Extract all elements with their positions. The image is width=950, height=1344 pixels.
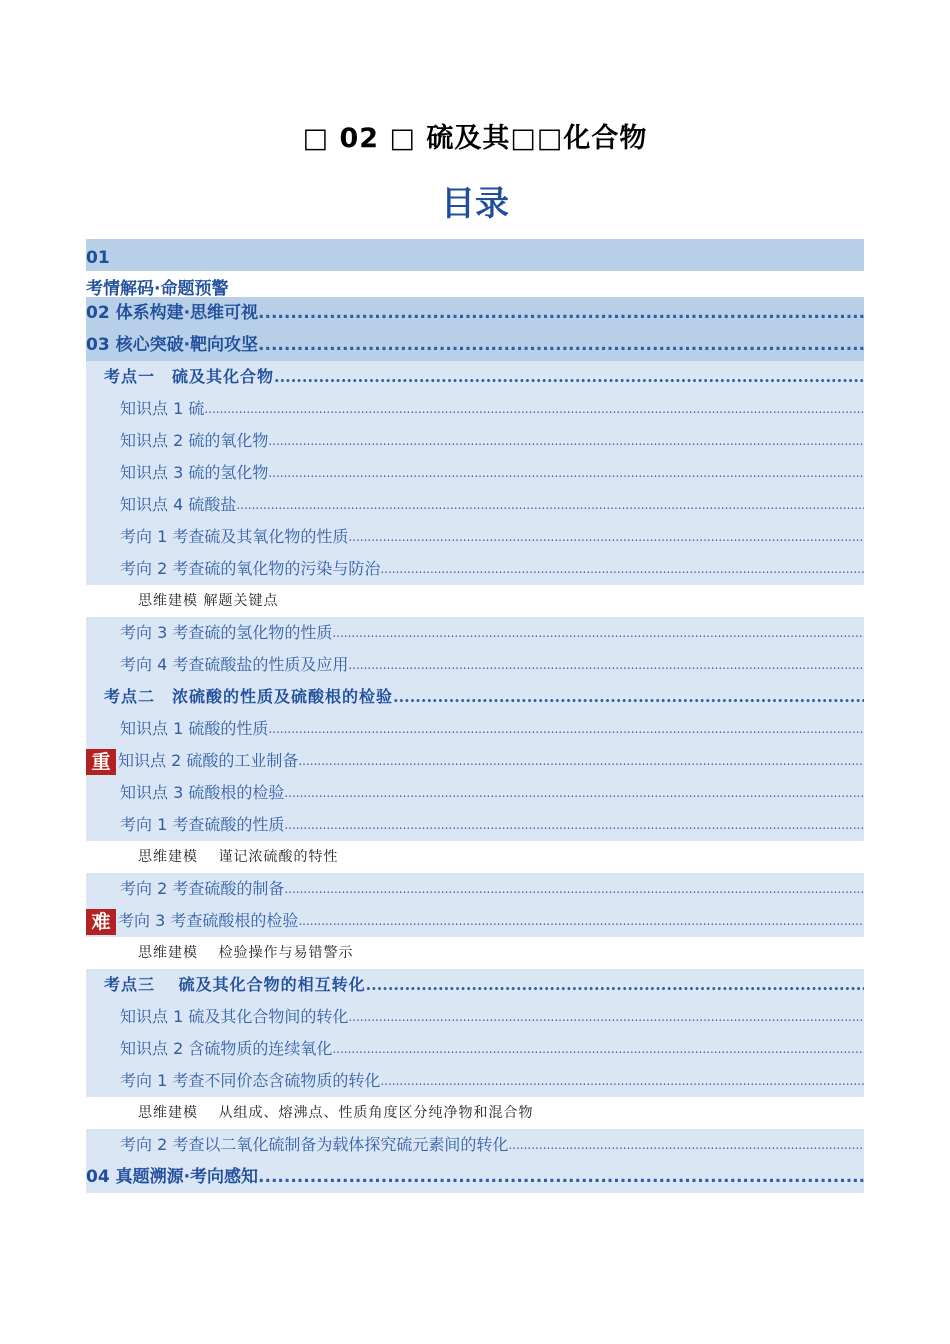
toc-entry-label: 考向 1 考查硫酸的性质: [120, 815, 285, 834]
dot-leader: [258, 297, 864, 329]
toc-entry[interactable]: [86, 393, 864, 425]
dot-leader: [380, 553, 864, 585]
toc-entry-label: 考点三 硫及其化合物的相互转化: [104, 975, 366, 994]
toc-section-01-number: 01: [86, 248, 110, 268]
dot-leader: [348, 1001, 864, 1033]
toc-entry-label: 知识点 1 硫及其化合物间的转化: [120, 1007, 349, 1026]
table-of-contents: [86, 239, 864, 1193]
toc-entry[interactable]: [86, 777, 864, 809]
toc-entry[interactable]: [86, 809, 864, 841]
toc-entry-label: 04 真题溯源·考向感知: [86, 1167, 259, 1187]
toc-entry-label: 考向 1 考查硫及其氧化物的性质: [120, 527, 349, 546]
toc-entry-label: 考向 3 考查硫的氢化物的性质: [120, 623, 333, 642]
toc-entry[interactable]: [86, 1001, 864, 1033]
dot-leader: [298, 905, 864, 937]
dot-leader: [268, 457, 864, 489]
dot-leader: [298, 745, 864, 777]
thinking-model-label: 思维建模 检验操作与易错警示: [138, 945, 354, 961]
toc-entry-label: 知识点 1 硫酸的性质: [120, 719, 269, 738]
toc-entry-label: 03 核心突破·靶向攻坚: [86, 335, 259, 355]
dot-leader: [274, 361, 864, 393]
toc-entry-label: 考向 2 考查硫的氧化物的污染与防治: [120, 559, 381, 578]
document-title: □ 02 □ 硫及其□□化合物: [302, 123, 648, 154]
toc-entry-label: 知识点 3 硫酸根的检验: [120, 783, 285, 802]
toc-entry[interactable]: [86, 521, 864, 553]
dot-leader: [366, 969, 864, 1001]
dot-leader: [268, 713, 864, 745]
toc-kaodian-3[interactable]: [86, 969, 864, 1001]
toc-heading: 目录: [441, 184, 509, 224]
dot-leader: [393, 681, 864, 713]
toc-thinking-model: [86, 937, 864, 969]
toc-entry-label: 知识点 2 硫的氧化物: [120, 431, 269, 450]
dot-leader: [332, 617, 864, 649]
toc-entry[interactable]: [86, 905, 864, 937]
thinking-model-label: 思维建模 谨记浓硫酸的特性: [138, 849, 339, 865]
toc-section-04[interactable]: [86, 1161, 864, 1193]
toc-entry-label: 考点一 硫及其化合物: [104, 367, 275, 386]
dot-leader: [258, 1161, 864, 1193]
toc-entry[interactable]: [86, 1065, 864, 1097]
toc-entry-label: 考向 2 考查以二氧化硫制备为载体探究硫元素间的转化: [120, 1135, 509, 1154]
toc-entry-label: 考向 4 考查硫酸盐的性质及应用: [120, 655, 349, 674]
toc-thinking-model: [86, 1097, 864, 1129]
toc-entry-label: 知识点 2 含硫物质的连续氧化: [120, 1039, 333, 1058]
difficult-point-badge: 难: [86, 909, 116, 935]
toc-entry[interactable]: [86, 649, 864, 681]
dot-leader: [348, 649, 864, 681]
toc-entry-label: 知识点 3 硫的氢化物: [120, 463, 269, 482]
toc-section-01[interactable]: [86, 239, 864, 297]
dot-leader: [284, 777, 864, 809]
toc-entry-label: 考向 2 考查硫酸的制备: [120, 879, 285, 898]
toc-entry[interactable]: [86, 745, 864, 777]
toc-entry[interactable]: [86, 553, 864, 585]
toc-entry-label: 知识点 2 硫酸的工业制备: [118, 751, 299, 770]
toc-entry-label: 考向 3 考查硫酸根的检验: [118, 911, 299, 930]
toc-thinking-model: [86, 585, 864, 617]
toc-thinking-model: [86, 841, 864, 873]
dot-leader: [284, 873, 864, 905]
dot-leader: [380, 1065, 864, 1097]
key-point-badge: 重: [86, 749, 116, 775]
toc-entry[interactable]: [86, 425, 864, 457]
dot-leader: [236, 489, 864, 521]
toc-section-01-label: 考情解码·命题预警: [86, 274, 864, 297]
dot-leader: [204, 393, 864, 425]
toc-entry[interactable]: [86, 457, 864, 489]
toc-kaodian-2[interactable]: [86, 681, 864, 713]
toc-section-02[interactable]: [86, 297, 864, 329]
toc-entry-label: 知识点 1 硫: [120, 399, 205, 418]
toc-entry[interactable]: [86, 1033, 864, 1065]
toc-kaodian-1[interactable]: [86, 361, 864, 393]
toc-section-03[interactable]: [86, 329, 864, 361]
dot-leader: [508, 1129, 864, 1161]
thinking-model-label: 思维建模 解题关键点: [138, 593, 279, 609]
dot-leader: [348, 521, 864, 553]
toc-entry[interactable]: [86, 617, 864, 649]
dot-leader: [258, 329, 864, 361]
toc-entry[interactable]: [86, 489, 864, 521]
toc-entry[interactable]: [86, 873, 864, 905]
dot-leader: [332, 1033, 864, 1065]
dot-leader: [268, 425, 864, 457]
toc-entry-label: 考点二 浓硫酸的性质及硫酸根的检验: [104, 687, 394, 706]
toc-entry-label: 02 体系构建·思维可视: [86, 303, 259, 323]
thinking-model-label: 思维建模 从组成、熔沸点、性质角度区分纯净物和混合物: [138, 1105, 534, 1121]
toc-entry-label: 知识点 4 硫酸盐: [120, 495, 237, 514]
toc-entry[interactable]: [86, 713, 864, 745]
toc-entry[interactable]: [86, 1129, 864, 1161]
toc-entry-label: 考向 1 考查不同价态含硫物质的转化: [120, 1071, 381, 1090]
dot-leader: [284, 809, 864, 841]
